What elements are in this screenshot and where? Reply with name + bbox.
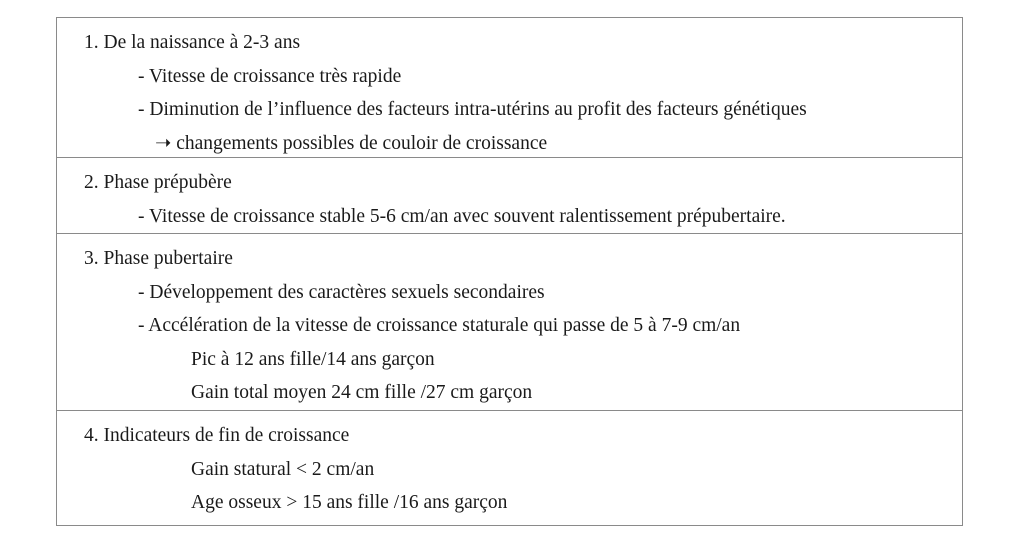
- detail-line: Gain total moyen 24 cm fille /27 cm garçon: [191, 382, 533, 403]
- bullet-line: - Diminution de l’influence des facteurs intra-utérins au profit des facteurs génétiques: [138, 99, 807, 120]
- section-pubertal-phase: [57, 234, 962, 411]
- section-heading: 3. Phase pubertaire: [84, 248, 233, 269]
- section-heading: 2. Phase prépubère: [84, 172, 232, 193]
- bullet-line: - Vitesse de croissance stable 5-6 cm/an avec souvent ralentissement prépubertaire.: [138, 205, 786, 227]
- bullet-line: - Développement des caractères sexuels secondaires: [138, 281, 545, 303]
- detail-line: Age osseux > 15 ans fille /16 ans garçon: [191, 492, 508, 513]
- section-prepubertal-phase: [57, 158, 962, 234]
- detail-line: Pic à 12 ans fille/14 ans garçon: [191, 348, 435, 370]
- detail-line: Gain statural < 2 cm/an: [191, 458, 375, 480]
- section-heading: 4. Indicateurs de fin de croissance: [84, 425, 350, 446]
- bullet-line: - Accélération de la vitesse de croissance staturale qui passe de 5 à 7-9 cm/an: [138, 315, 741, 336]
- section-end-of-growth-indicators: [57, 411, 962, 525]
- section-heading: 1. De la naissance à 2-3 ans: [84, 32, 301, 53]
- bullet-line: - Vitesse de croissance très rapide: [138, 65, 402, 87]
- section-birth-to-3-years: [57, 18, 962, 158]
- arrow-line: ➝ changements possibles de couloir de croissance: [155, 132, 548, 154]
- growth-phases-table: [56, 17, 963, 526]
